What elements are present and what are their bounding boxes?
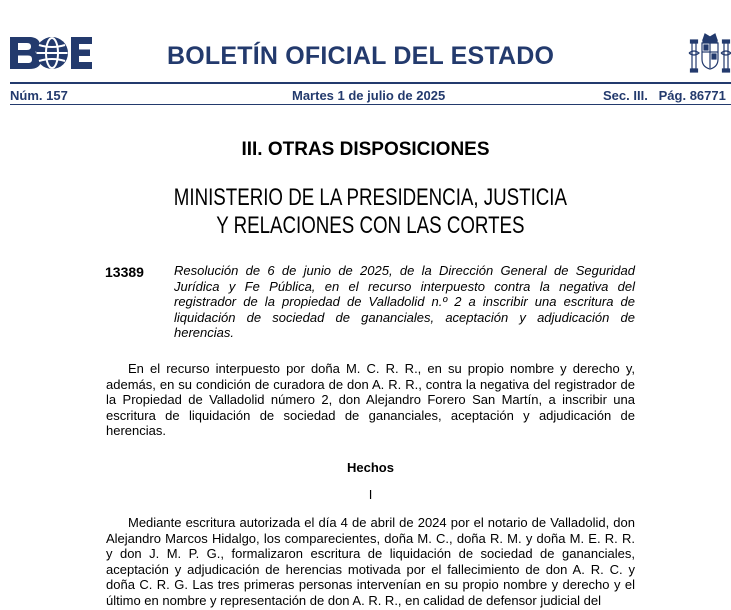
section-title: III. OTRAS DISPOSICIONES — [241, 139, 490, 160]
facts-paragraph: Mediante escritura autorizada el día 4 de abril de 2024 por el notario de Valladolid, don Alejandro Marcos Hidalgo, los comparecientes, doña M. C., doña R. M. y doña M. E. R. R. y don J. M. P. G., formalizaron escritura de liquidación de sociedad de gananciales, aceptación y adjudicación de herencias motivada por el fallecimiento de don A. R. C. y doña C. R. G. Las tres primeras personas intervenían en su propio nombre y derecho y el último en nombre y representación de don A. R. R., en calidad de defensor judicial del — [106, 515, 635, 608]
gazette-title: BOLETÍN OFICIAL DEL ESTADO — [167, 42, 555, 70]
facts-heading: Hechos — [347, 460, 394, 475]
header-rule-bottom — [10, 104, 731, 105]
ministry-line-2: Y RELACIONES CON LAS CORTES — [216, 212, 525, 239]
boe-logo-icon — [9, 36, 93, 70]
header-rule-top — [10, 82, 731, 84]
disposition-number: 13389 — [105, 264, 144, 280]
resolution-summary: Resolución de 6 de junio de 2025, de la Dirección General de Seguridad Jurídica y Fe Pública, en el recurso interpuesto contra la negativa del registrador de la propiedad de Valladolid n.º 2 a inscribir una escritura de liquidación de sociedad de gananciales, aceptación y adjudicación de herencias. — [174, 263, 635, 340]
boe-logo — [9, 36, 93, 70]
ministry-heading — [81, 184, 659, 240]
facts-numeral: I — [368, 487, 373, 502]
issue-number: Núm. 157 — [10, 88, 68, 103]
coat-of-arms-icon — [688, 31, 731, 77]
issue-date: Martes 1 de julio de 2025 — [292, 88, 446, 103]
section-page: Sec. III. Pág. 86771 — [603, 88, 726, 103]
intro-paragraph: En el recurso interpuesto por doña M. C. R. R., en su propio nombre y derecho y, además, en su condición de curadora de don A. R. R., contra la negativa del registrador de la Propiedad de Valladolid número 2, don Alejandro Forero San Martín, a inscribir una escritura de liquidación de sociedad de gananciales, aceptación y adjudicación de herencias. — [106, 361, 635, 438]
ministry-line-1: MINISTERIO DE LA PRESIDENCIA, JUSTICIA — [173, 184, 567, 211]
